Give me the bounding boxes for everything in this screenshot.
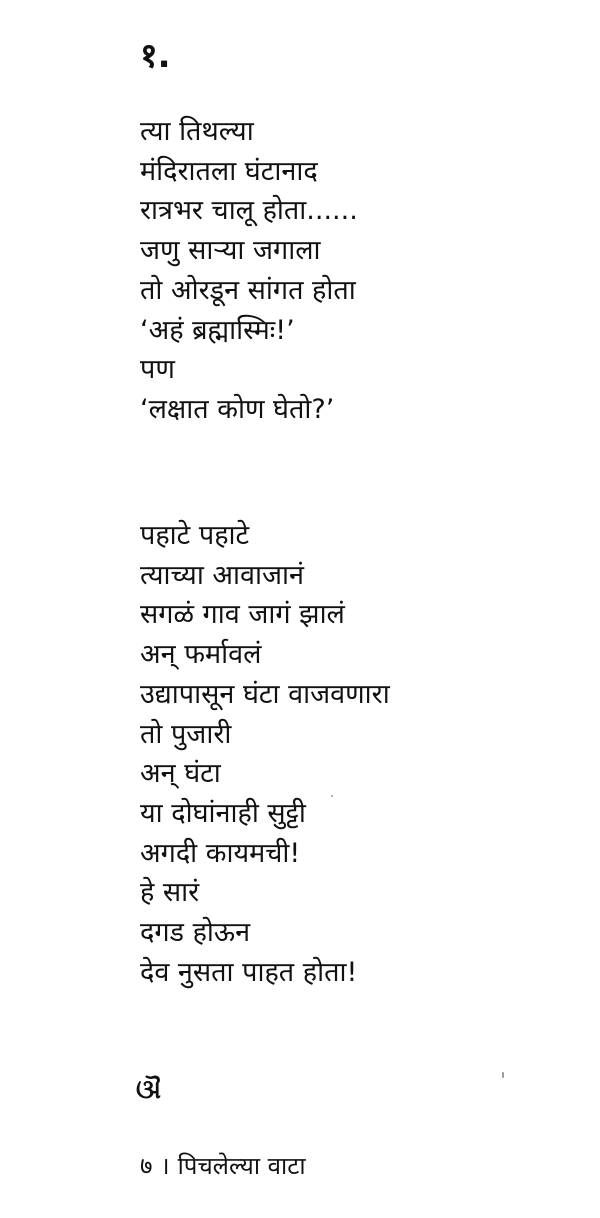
poem-line: त्या तिथल्या — [140, 116, 254, 147]
poem-line: ‘अहं ब्रह्मास्मिः!’ — [140, 314, 295, 346]
poem-line: अगदी कायमची! — [140, 837, 301, 869]
page-number: ७ — [140, 1152, 153, 1180]
poem-line: तो पुजारी — [140, 718, 232, 750]
poem-line: अन् फर्मावलं — [140, 639, 262, 671]
poem-line: अन् घंटा — [140, 758, 221, 790]
poem-line: या दोघांनाही सुट्टी — [140, 797, 306, 829]
poem-line: दगड होऊन — [140, 917, 251, 949]
poem-line: उद्यापासून घंटा वाजवणारा — [140, 678, 390, 710]
poem-line: ‘लक्षात कोण घेतो?’ — [140, 393, 335, 425]
poem-line: मंदिरातला घंटानाद — [140, 155, 318, 187]
poem-line: जणु साऱ्या जगाला — [140, 235, 321, 267]
stanza-2 — [140, 516, 390, 992]
page-footer — [140, 1150, 306, 1182]
poem-end-ornament: ଔ — [136, 1075, 161, 1105]
scan-speck — [331, 795, 333, 797]
poem-line: त्याच्या आवाजानं — [140, 559, 305, 591]
poem-line: रात्रभर चालू होता...... — [140, 195, 358, 227]
poem-number: १. — [140, 36, 171, 76]
poem-line: पण — [140, 354, 175, 386]
poem-line: सगळं गाव जागं झालं — [140, 599, 345, 631]
stanza-1 — [140, 112, 358, 430]
poem-line: तो ओरडून सांगत होता — [140, 274, 356, 306]
poem-line: पहाटे पहाटे — [140, 520, 250, 551]
scan-speck — [502, 1072, 504, 1078]
poem-line: देव नुसता पाहत होता! — [140, 956, 358, 988]
book-title: पिचलेल्या वाटा — [177, 1152, 306, 1180]
footer-separator: । — [160, 1152, 170, 1180]
poem-line: हे सारं — [140, 877, 200, 909]
